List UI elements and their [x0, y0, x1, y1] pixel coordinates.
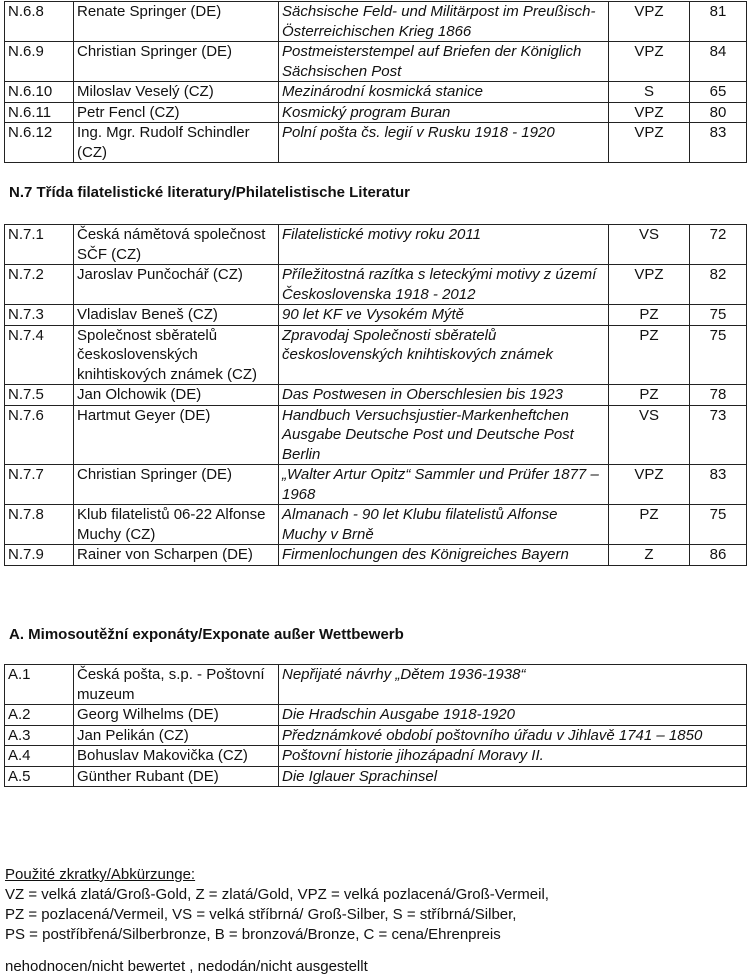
cell-award: PZ	[609, 325, 690, 385]
section-heading-a: A. Mimosoutěžní exponáty/Exponate außer Wettbewerb	[9, 626, 404, 643]
cell-no: N.6.9	[5, 42, 74, 82]
cell-exhibitor: Petr Fencl (CZ)	[74, 102, 279, 123]
table-row	[5, 42, 747, 82]
table-row	[5, 465, 747, 505]
cell-title: Příležitostná razítka s leteckými motivy z území Československa 1918 - 2012	[279, 265, 609, 305]
table-body	[5, 225, 747, 566]
cell-exhibitor: Miloslav Veselý (CZ)	[74, 82, 279, 103]
cell-award: VPZ	[609, 265, 690, 305]
table-row	[5, 766, 747, 787]
cell-no: N.6.11	[5, 102, 74, 123]
cell-award: VPZ	[609, 123, 690, 163]
cell-title: Firmenlochungen des Königreiches Bayern	[279, 545, 609, 566]
cell-no: A.4	[5, 746, 74, 767]
legend-line: VZ = velká zlatá/Groß-Gold, Z = zlatá/Gold, VPZ = velká pozlacená/Groß-Vermeil,	[5, 886, 549, 903]
cell-no: N.7.2	[5, 265, 74, 305]
cell-points: 75	[690, 505, 747, 545]
cell-title: Předznámkové období poštovního úřadu v Jihlavě 1741 – 1850	[279, 725, 747, 746]
cell-exhibitor: Bohuslav Makovička (CZ)	[74, 746, 279, 767]
cell-title: Die Hradschin Ausgabe 1918-1920	[279, 705, 747, 726]
cell-no: A.1	[5, 665, 74, 705]
table-row	[5, 82, 747, 103]
table-row	[5, 102, 747, 123]
cell-exhibitor: Christian Springer (DE)	[74, 465, 279, 505]
cell-title: Almanach - 90 let Klubu filatelistů Alfonse Muchy v Brně	[279, 505, 609, 545]
cell-exhibitor: Ing. Mgr. Rudolf Schindler (CZ)	[74, 123, 279, 163]
cell-exhibitor: Christian Springer (DE)	[74, 42, 279, 82]
legend-line: PZ = pozlacená/Vermeil, VS = velká stříbrná/ Groß-Silber, S = stříbrná/Silber,	[5, 906, 517, 923]
cell-title: Kosmický program Buran	[279, 102, 609, 123]
cell-title: Handbuch Versuchsjustier-Markenheftchen Ausgabe Deutsche Post und Deutsche Post Berlin	[279, 405, 609, 465]
cell-points: 73	[690, 405, 747, 465]
cell-exhibitor: Česká pošta, s.p. - Poštovní muzeum	[74, 665, 279, 705]
cell-points: 75	[690, 325, 747, 385]
cell-no: A.3	[5, 725, 74, 746]
table-class-n7	[4, 224, 747, 566]
table-row	[5, 405, 747, 465]
cell-award: PZ	[609, 305, 690, 326]
cell-award: VPZ	[609, 2, 690, 42]
cell-exhibitor: Renate Springer (DE)	[74, 2, 279, 42]
cell-title: 90 let KF ve Vysokém Mýtě	[279, 305, 609, 326]
cell-points: 86	[690, 545, 747, 566]
cell-title: „Walter Artur Opitz“ Sammler und Prüfer 1877 – 1968	[279, 465, 609, 505]
cell-exhibitor: Georg Wilhelms (DE)	[74, 705, 279, 726]
cell-award: Z	[609, 545, 690, 566]
cell-title: Postmeisterstempel auf Briefen der Königlich Sächsischen Post	[279, 42, 609, 82]
cell-points: 65	[690, 82, 747, 103]
legend-line: PS = postříbřená/Silberbronze, B = bronzová/Bronze, C = cena/Ehrenpreis	[5, 926, 501, 943]
cell-no: A.2	[5, 705, 74, 726]
cell-title: Zpravodaj Společnosti sběratelů československých knihtiskových známek	[279, 325, 609, 385]
cell-award: VPZ	[609, 102, 690, 123]
cell-title: Das Postwesen in Oberschlesien bis 1923	[279, 385, 609, 406]
cell-no: N.7.4	[5, 325, 74, 385]
cell-award: VS	[609, 225, 690, 265]
cell-title: Die Iglauer Sprachinsel	[279, 766, 747, 787]
cell-exhibitor: Jan Olchowik (DE)	[74, 385, 279, 406]
cell-no: N.7.6	[5, 405, 74, 465]
cell-exhibitor: Vladislav Beneš (CZ)	[74, 305, 279, 326]
cell-points: 83	[690, 465, 747, 505]
cell-title: Mezinárodní kosmická stanice	[279, 82, 609, 103]
cell-exhibitor: Hartmut Geyer (DE)	[74, 405, 279, 465]
table-row	[5, 725, 747, 746]
footnote: nehodnocen/nicht bewertet , nedodán/nicht ausgestellt	[5, 958, 368, 975]
table-class-a	[4, 664, 747, 787]
table-row	[5, 705, 747, 726]
table-class-n6	[4, 1, 747, 163]
cell-title: Polní pošta čs. legií v Rusku 1918 - 1920	[279, 123, 609, 163]
table-row	[5, 665, 747, 705]
cell-award: VPZ	[609, 42, 690, 82]
cell-points: 81	[690, 2, 747, 42]
legend-title: Použité zkratky/Abkürzunge:	[5, 866, 196, 883]
section-heading-n7: N.7 Třída filatelistické literatury/Philatelistische Literatur	[9, 184, 410, 201]
cell-no: N.7.5	[5, 385, 74, 406]
table-row	[5, 123, 747, 163]
cell-no: N.6.8	[5, 2, 74, 42]
cell-no: N.6.12	[5, 123, 74, 163]
cell-title: Poštovní historie jihozápadní Moravy II.	[279, 746, 747, 767]
cell-award: VS	[609, 405, 690, 465]
cell-points: 72	[690, 225, 747, 265]
table-row	[5, 385, 747, 406]
table-row	[5, 746, 747, 767]
cell-no: N.7.3	[5, 305, 74, 326]
table-row	[5, 505, 747, 545]
table-body	[5, 665, 747, 787]
cell-exhibitor: Rainer von Scharpen (DE)	[74, 545, 279, 566]
cell-no: N.7.7	[5, 465, 74, 505]
cell-exhibitor: Klub filatelistů 06-22 Alfonse Muchy (CZ)	[74, 505, 279, 545]
table-row	[5, 225, 747, 265]
cell-points: 82	[690, 265, 747, 305]
cell-points: 84	[690, 42, 747, 82]
cell-award: PZ	[609, 505, 690, 545]
cell-title: Nepřijaté návrhy „Dětem 1936-1938“	[279, 665, 747, 705]
cell-points: 78	[690, 385, 747, 406]
table-body	[5, 2, 747, 163]
cell-points: 83	[690, 123, 747, 163]
cell-points: 80	[690, 102, 747, 123]
cell-title: Sächsische Feld- und Militärpost im Preußisch-Österreichischen Krieg 1866	[279, 2, 609, 42]
table-row	[5, 305, 747, 326]
cell-exhibitor: Česká námětová společnost SČF (CZ)	[74, 225, 279, 265]
cell-points: 75	[690, 305, 747, 326]
cell-exhibitor: Společnost sběratelů československých knihtiskových známek (CZ)	[74, 325, 279, 385]
cell-no: N.7.9	[5, 545, 74, 566]
table-row	[5, 545, 747, 566]
cell-title: Filatelistické motivy roku 2011	[279, 225, 609, 265]
cell-no: N.7.8	[5, 505, 74, 545]
table-row	[5, 2, 747, 42]
cell-exhibitor: Günther Rubant (DE)	[74, 766, 279, 787]
table-row	[5, 265, 747, 305]
table-row	[5, 325, 747, 385]
cell-award: VPZ	[609, 465, 690, 505]
cell-no: N.7.1	[5, 225, 74, 265]
cell-no: N.6.10	[5, 82, 74, 103]
abbreviation-legend	[5, 865, 549, 945]
cell-exhibitor: Jaroslav Punčochář (CZ)	[74, 265, 279, 305]
cell-award: PZ	[609, 385, 690, 406]
cell-no: A.5	[5, 766, 74, 787]
cell-exhibitor: Jan Pelikán (CZ)	[74, 725, 279, 746]
cell-award: S	[609, 82, 690, 103]
